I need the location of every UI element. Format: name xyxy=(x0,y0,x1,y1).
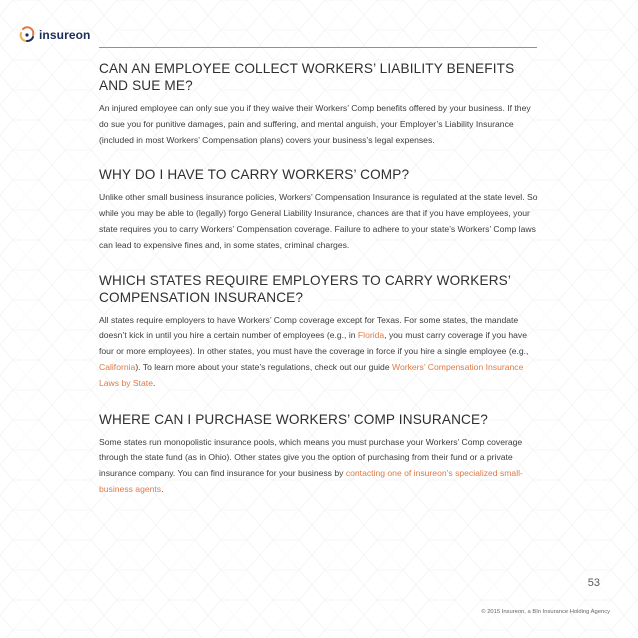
section-heading: WHY DO I HAVE TO CARRY WORKERS’ COMP? xyxy=(99,167,410,183)
brand-logo xyxy=(18,26,90,44)
section-collect-benefits xyxy=(99,60,541,148)
section-where-purchase xyxy=(99,411,541,498)
page-number: 53 xyxy=(587,577,600,589)
section-heading: WHERE CAN I PURCHASE WORKERS’ COMP INSURANCE? xyxy=(99,411,488,427)
section-body: An injured employee can only sue you if they waive their Workers’ Comp benefits offered by your business. If they do sue you for punitive damages, pain and suffering, and mental anguish, your Employer’s Liability Insurance (included in most Workers’ Compensation plans) covers your business’s legal expenses. xyxy=(99,103,531,145)
section-body: Some states run monopolistic insurance pools, which means you must purchase your Workers’ Comp coverage through the state fund (as in Ohio). Other states give you the option of purchasing from their fund or a private insurance company. You can find insurance for your business by contacting one of insureon’s specialized small-business agents. xyxy=(99,436,523,494)
contact-agents-link[interactable]: contacting one of insureon’s specialized small-business agents xyxy=(99,468,523,494)
florida-link[interactable]: Florida xyxy=(357,330,385,341)
section-which-states xyxy=(99,272,541,392)
state-laws-guide-link[interactable]: Workers’ Compensation Insurance Laws by State xyxy=(99,361,524,388)
section-heading: CAN AN EMPLOYEE COLLECT WORKERS’ LIABILITY BENEFITS AND SUE ME? xyxy=(99,61,515,93)
section-body: Unlike other small business insurance policies, Workers’ Compensation Insurance is regulated at the state level. So while you may be able to (legally) forgo General Liability Insurance, chances are that if you have employees, your state requires you to carry Workers’ Compensation coverage. Failure to adhere to your state’s Workers’ Comp laws can lead to expensive fines and, in some states, criminal charges. xyxy=(99,192,538,250)
logo-wordmark: insureon xyxy=(39,28,91,42)
header-divider xyxy=(99,47,537,48)
insureon-logo-icon xyxy=(18,26,36,44)
section-why-carry xyxy=(99,166,541,253)
footer-copyright: © 2015 Insureon, a BIn Insurance Holding Agency xyxy=(481,609,610,615)
section-heading: WHICH STATES REQUIRE EMPLOYERS TO CARRY WORKERS’ COMPENSATION INSURANCE? xyxy=(99,272,511,305)
section-body: All states require employers to have Workers’ Comp coverage except for Texas. For some states, the mandate doesn’t kick in until you hire a certain number of employees (e.g., in Florida, you must carry coverage if you have four or more employees). In other states, you must have the coverage in force if you hire a single employee (e.g., California). To learn more about your state’s regulations, check out our guide Workers’ Compensation Insurance Laws by State. xyxy=(99,314,529,388)
article-content xyxy=(99,60,541,498)
california-link[interactable]: California xyxy=(99,361,136,372)
